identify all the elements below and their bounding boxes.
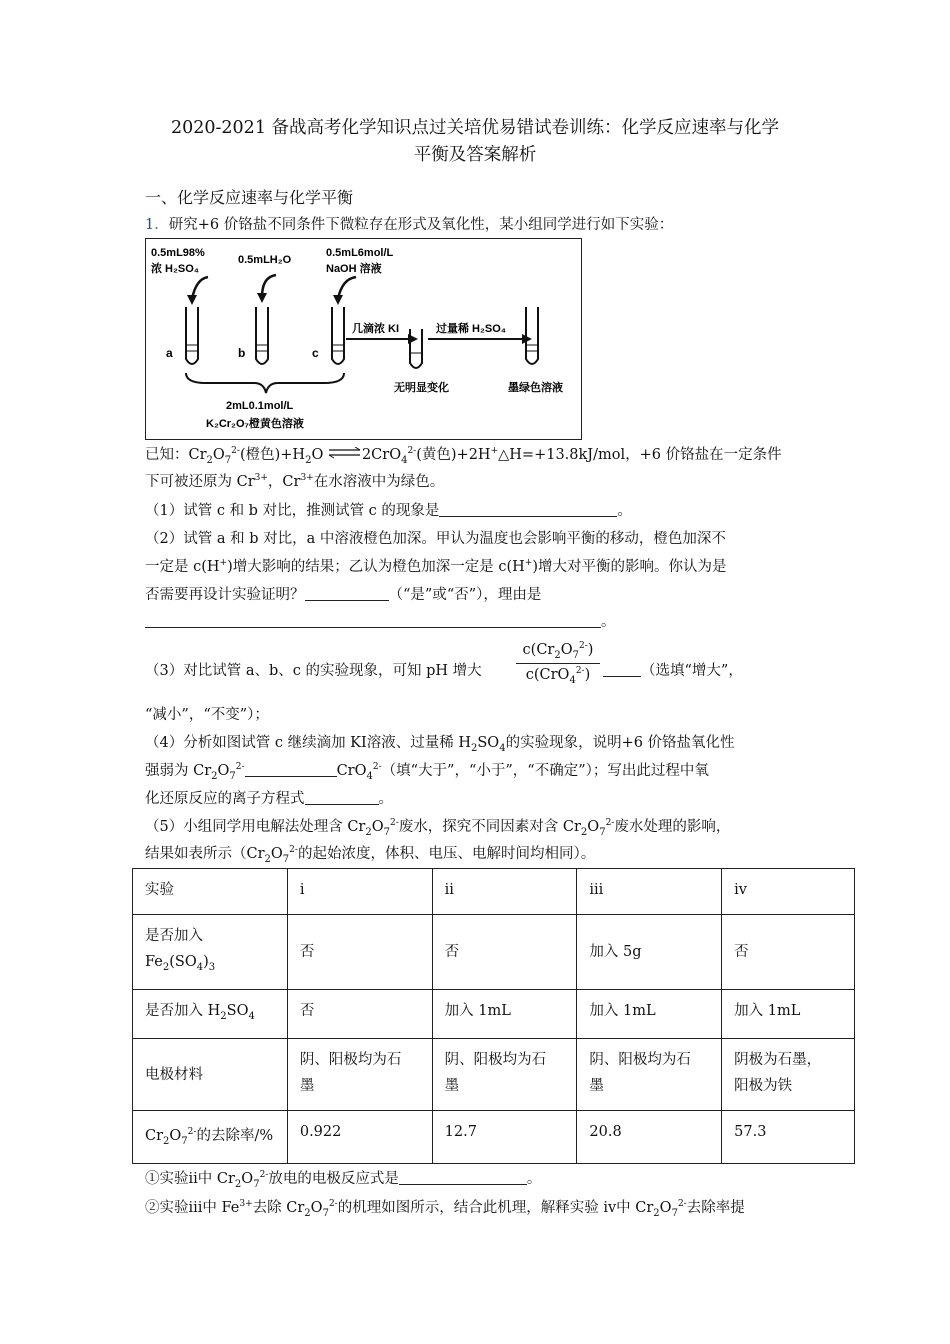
sub-question-1-text-b: 放电的电极反应式是 [268, 1171, 399, 1187]
table-cell: 20.8 [577, 1111, 722, 1164]
question-number: 1． [145, 217, 169, 233]
table-cell: 加入 1mL [722, 990, 855, 1039]
reagent-b: 0.5mLH₂O [238, 254, 292, 266]
sub-question-2-text-d: 去除率提 [686, 1200, 745, 1216]
table-header-row [133, 869, 855, 915]
table-row [133, 1039, 855, 1111]
known-text-2: (橙色)+H [239, 447, 306, 463]
table-row [133, 990, 855, 1039]
part-5-line-1: （5）小组同学用电解法处理含 $Cr_2O_7^{2-}$废水，探究不同因素对含 $Cr_2O_7^{2-}$废水处理的影响， [145, 818, 731, 838]
part-3-line-1 [145, 659, 482, 680]
part-2-line2-text-c: )增大对平衡的影响。你认为是 [532, 559, 727, 575]
tube-c-icon [332, 307, 344, 364]
known-line-2: 下可被还原为 $Cr^{3+}$，$Cr^{3+}$在水溶液中为绿色。 [145, 473, 445, 490]
part-2-line-3 [145, 583, 541, 604]
results-table [132, 868, 855, 1164]
part-2-line-4 [145, 610, 616, 631]
known-text-6: △H=+13.8kJ/mol，+6 价铬盐在一定条件 [498, 447, 782, 463]
result1-label: 无明显变化 [394, 382, 449, 394]
row-label: 是否加入 $H_2SO_4$ [133, 990, 288, 1039]
answer-blank-4[interactable] [603, 662, 641, 677]
answer-blank-5[interactable] [245, 762, 337, 777]
known-text-5: (黄色)+2H [416, 447, 491, 463]
header-cell: 实验 [133, 869, 288, 915]
part-4-line-3 [145, 787, 393, 808]
table-cell: 阴、阳极均为石 墨 [577, 1039, 722, 1111]
sub-question-2-text-c: 的机理如图所示，结合此机理，解释实验 ⅳ中 Cr [337, 1200, 654, 1216]
table-row [133, 1111, 855, 1164]
known-text-1: 已知：Cr [145, 447, 207, 463]
known-line2-text: 下可被还原为 Cr [145, 474, 255, 490]
section-heading: 一、化学反应速率与化学平衡 [145, 188, 354, 207]
concentration-ratio [516, 641, 600, 686]
sub-question-1-end: 。 [526, 1171, 542, 1187]
table-cell: 阴、阳极均为石 墨 [432, 1039, 577, 1111]
table-cell: 否 [287, 915, 432, 990]
tube-b-label: b [238, 346, 246, 360]
answer-blank-3[interactable] [145, 613, 601, 628]
part-4-line2-text-b: CrO [336, 763, 367, 779]
tube-c-label: c [312, 346, 319, 360]
part-4-line1-text-b: 的实验现象，说明+6 价铬盐氧化性 [505, 735, 735, 751]
tube-d-icon [410, 329, 422, 368]
part-3-line-2: “减小”，“不变”）； [145, 707, 269, 723]
part-1-end: 。 [617, 503, 632, 519]
part-4-line3-text: 化还原反应的离子方程式 [145, 791, 305, 807]
part-2-line2-text-b: )增大影响的结果；乙认为橙色加深一定是 c(H [227, 559, 525, 575]
table-cell: 否 [287, 990, 432, 1039]
header-cell: iv [722, 869, 855, 915]
row-label: 电极材料 [133, 1039, 288, 1111]
tube-a-icon [186, 307, 198, 364]
reagent-a-line1: 0.5mL98% [151, 247, 205, 259]
table-cell: 0.922 [287, 1111, 432, 1164]
brace-icon [186, 373, 344, 393]
header-cell: i [287, 869, 432, 915]
part-1 [145, 499, 632, 520]
table-cell: 阴、阳极均为石 墨 [287, 1039, 432, 1111]
table-cell: 否 [432, 915, 577, 990]
part-3-post: （选填“增大”， [641, 663, 743, 679]
known-text-4: 2CrO [361, 447, 402, 463]
tube-a-label: a [166, 346, 173, 360]
ratio-denominator: c(CrO$_4^{2-}$) [525, 666, 591, 686]
part-4-line3-end: 。 [378, 791, 393, 807]
table-row [133, 915, 855, 990]
table-cell: 加入 1mL [432, 990, 577, 1039]
experiment-figure [145, 238, 582, 440]
table-cell: 12.7 [432, 1111, 577, 1164]
table-cell: 阴极为石墨， 阳极为铁 [722, 1039, 855, 1111]
title-line-2: 平衡及答案解析 [413, 145, 537, 165]
part-5-line2-text-b: 的起始浓度，体积、电压、电解时间均相同）。 [297, 846, 596, 862]
part-4-line2-text-c: （填“大于”，“小于”，“不确定”）；写出此过程中氧 [381, 763, 709, 779]
arrow2-label: 过量稀 H₂SO₄ [436, 323, 507, 335]
part-2-line3-text: 否需要再设计实验证明？ [145, 587, 305, 603]
equilibrium-arrow-icon [328, 447, 362, 463]
answer-blank-2[interactable] [305, 586, 389, 601]
tube-b-icon [256, 307, 268, 364]
solution-line1: 2mL0.1mol/L [226, 400, 294, 412]
arrow1-label: 几滴浓 KI [352, 323, 400, 335]
known-line2-text-b: ，Cr [267, 474, 301, 490]
tube-e-icon [526, 307, 538, 364]
known-text-3: O [311, 447, 324, 463]
part-1-text: （1）试管 c 和 b 对比，推测试管 c 的现象是 [145, 503, 440, 519]
part-5-line1-text-c: 废水处理的影响， [614, 819, 731, 835]
table-cell: 加入 1mL [577, 990, 722, 1039]
reagent-c-line1: 0.5mL6mol/L [326, 247, 394, 259]
part-3-text: （3）对比试管 a、b、c 的实验现象，可知 pH 增大 [145, 663, 482, 679]
part-2-line-2: 一定是 c(H+)增大影响的结果；乙认为橙色加深一定是 c(H+)增大对平衡的影响。你认为是 [145, 558, 727, 575]
ratio-numerator: $c(Cr_2O_7^{2-})$ [516, 641, 600, 664]
question-stem [145, 213, 673, 234]
answer-blank-7[interactable] [399, 1170, 527, 1185]
sub-question-2-text: ②实验ⅲ中 Fe [145, 1200, 240, 1216]
header-cell: iii [577, 869, 722, 915]
part-5-line-2: 结果如表所示（$Cr_2O_7^{2-}$的起始浓度，体积、电压、电解时间均相同）。 [145, 845, 596, 865]
part-3-answer [603, 659, 743, 680]
sub-question-1: ①实验ⅱ中 $Cr_2O_7^{2-}$放电的电极反应式是 。 [145, 1170, 542, 1190]
part-4-line2-text: 强弱为 Cr [145, 763, 212, 779]
part-2-line4-end: 。 [601, 614, 616, 630]
table-cell: 否 [722, 915, 855, 990]
header-cell: ii [432, 869, 577, 915]
experiment-diagram [146, 239, 581, 439]
document-title [120, 115, 830, 169]
sub-question-2: ②实验ⅲ中 $Fe^{3+}$去除 $Cr_2O_7^{2-}$的机理如图所示，结合此机理，解释实验 ⅳ中 $Cr_2O_7^{2-}$去除率提 [145, 1199, 745, 1219]
part-5-line1-text: （5）小组同学用电解法处理含 Cr [145, 819, 366, 835]
part-4-line-2: 强弱为 $Cr_2O_7^{2-}$ CrO$_4^{2-}$（填“大于”，“小于”，“不确定”）；写出此过程中氧 [145, 762, 709, 782]
answer-blank-6[interactable] [305, 790, 379, 805]
known-equation: 已知：$Cr_2O_7^{2-}$(橙色)$+H_2O$ 2CrO$_4^{2-}$(黄色)+2H+△H=+13.8kJ/mol，+6 价铬盐在一定条件 [145, 446, 782, 466]
part-2-line3-text-b: （“是”或“否”），理由是 [388, 587, 542, 603]
part-5-line2-text: 结果如表所示（Cr [145, 846, 265, 862]
part-4-line-1: （4）分析如图试管 c 继续滴加 KI溶液、过量稀 $H_2SO_4$的实验现象，说明+6 价铬盐氧化性 [145, 735, 735, 754]
part-2-line-1: （2）试管 a 和 b 对比，a 中溶液橙色加深。甲认为温度也会影响平衡的移动，橙色加深不 [145, 531, 726, 547]
row-label: $Cr_2O_7^{2-}$的去除率/% [133, 1111, 288, 1164]
question-stem-text: 研究+6 价铬盐不同条件下微粒存在形式及氧化性，某小组同学进行如下实验： [168, 217, 674, 233]
reagent-a-line2: 浓 H₂SO₄ [151, 263, 200, 275]
known-line2-text-c: 在水溶液中为绿色。 [313, 474, 445, 490]
title-line-1: 2020-2021 备战高考化学知识点过关培优易错试卷训练：化学反应速率与化学 [170, 118, 780, 138]
answer-blank-1[interactable] [439, 502, 617, 517]
part-5-line1-text-b: 废水，探究不同因素对含 Cr [398, 819, 581, 835]
sub-question-2-text-b: 去除 Cr [252, 1200, 305, 1216]
row-label: 是否加入 $Fe_2(SO_4)_3$ [133, 915, 288, 990]
result2-label: 墨绿色溶液 [508, 382, 563, 394]
part-4-line1-text: （4）分析如图试管 c 继续滴加 KI溶液、过量稀 H [145, 735, 471, 751]
solution-line2: K₂Cr₂O₇橙黄色溶液 [206, 418, 304, 430]
sub-question-1-text: ①实验ⅱ中 Cr [145, 1171, 235, 1187]
table-cell: 57.3 [722, 1111, 855, 1164]
part-2-line2-text: 一定是 c(H [145, 559, 220, 575]
reagent-c-line2: NaOH 溶液 [326, 263, 382, 275]
table-cell: 加入 5g [577, 915, 722, 990]
